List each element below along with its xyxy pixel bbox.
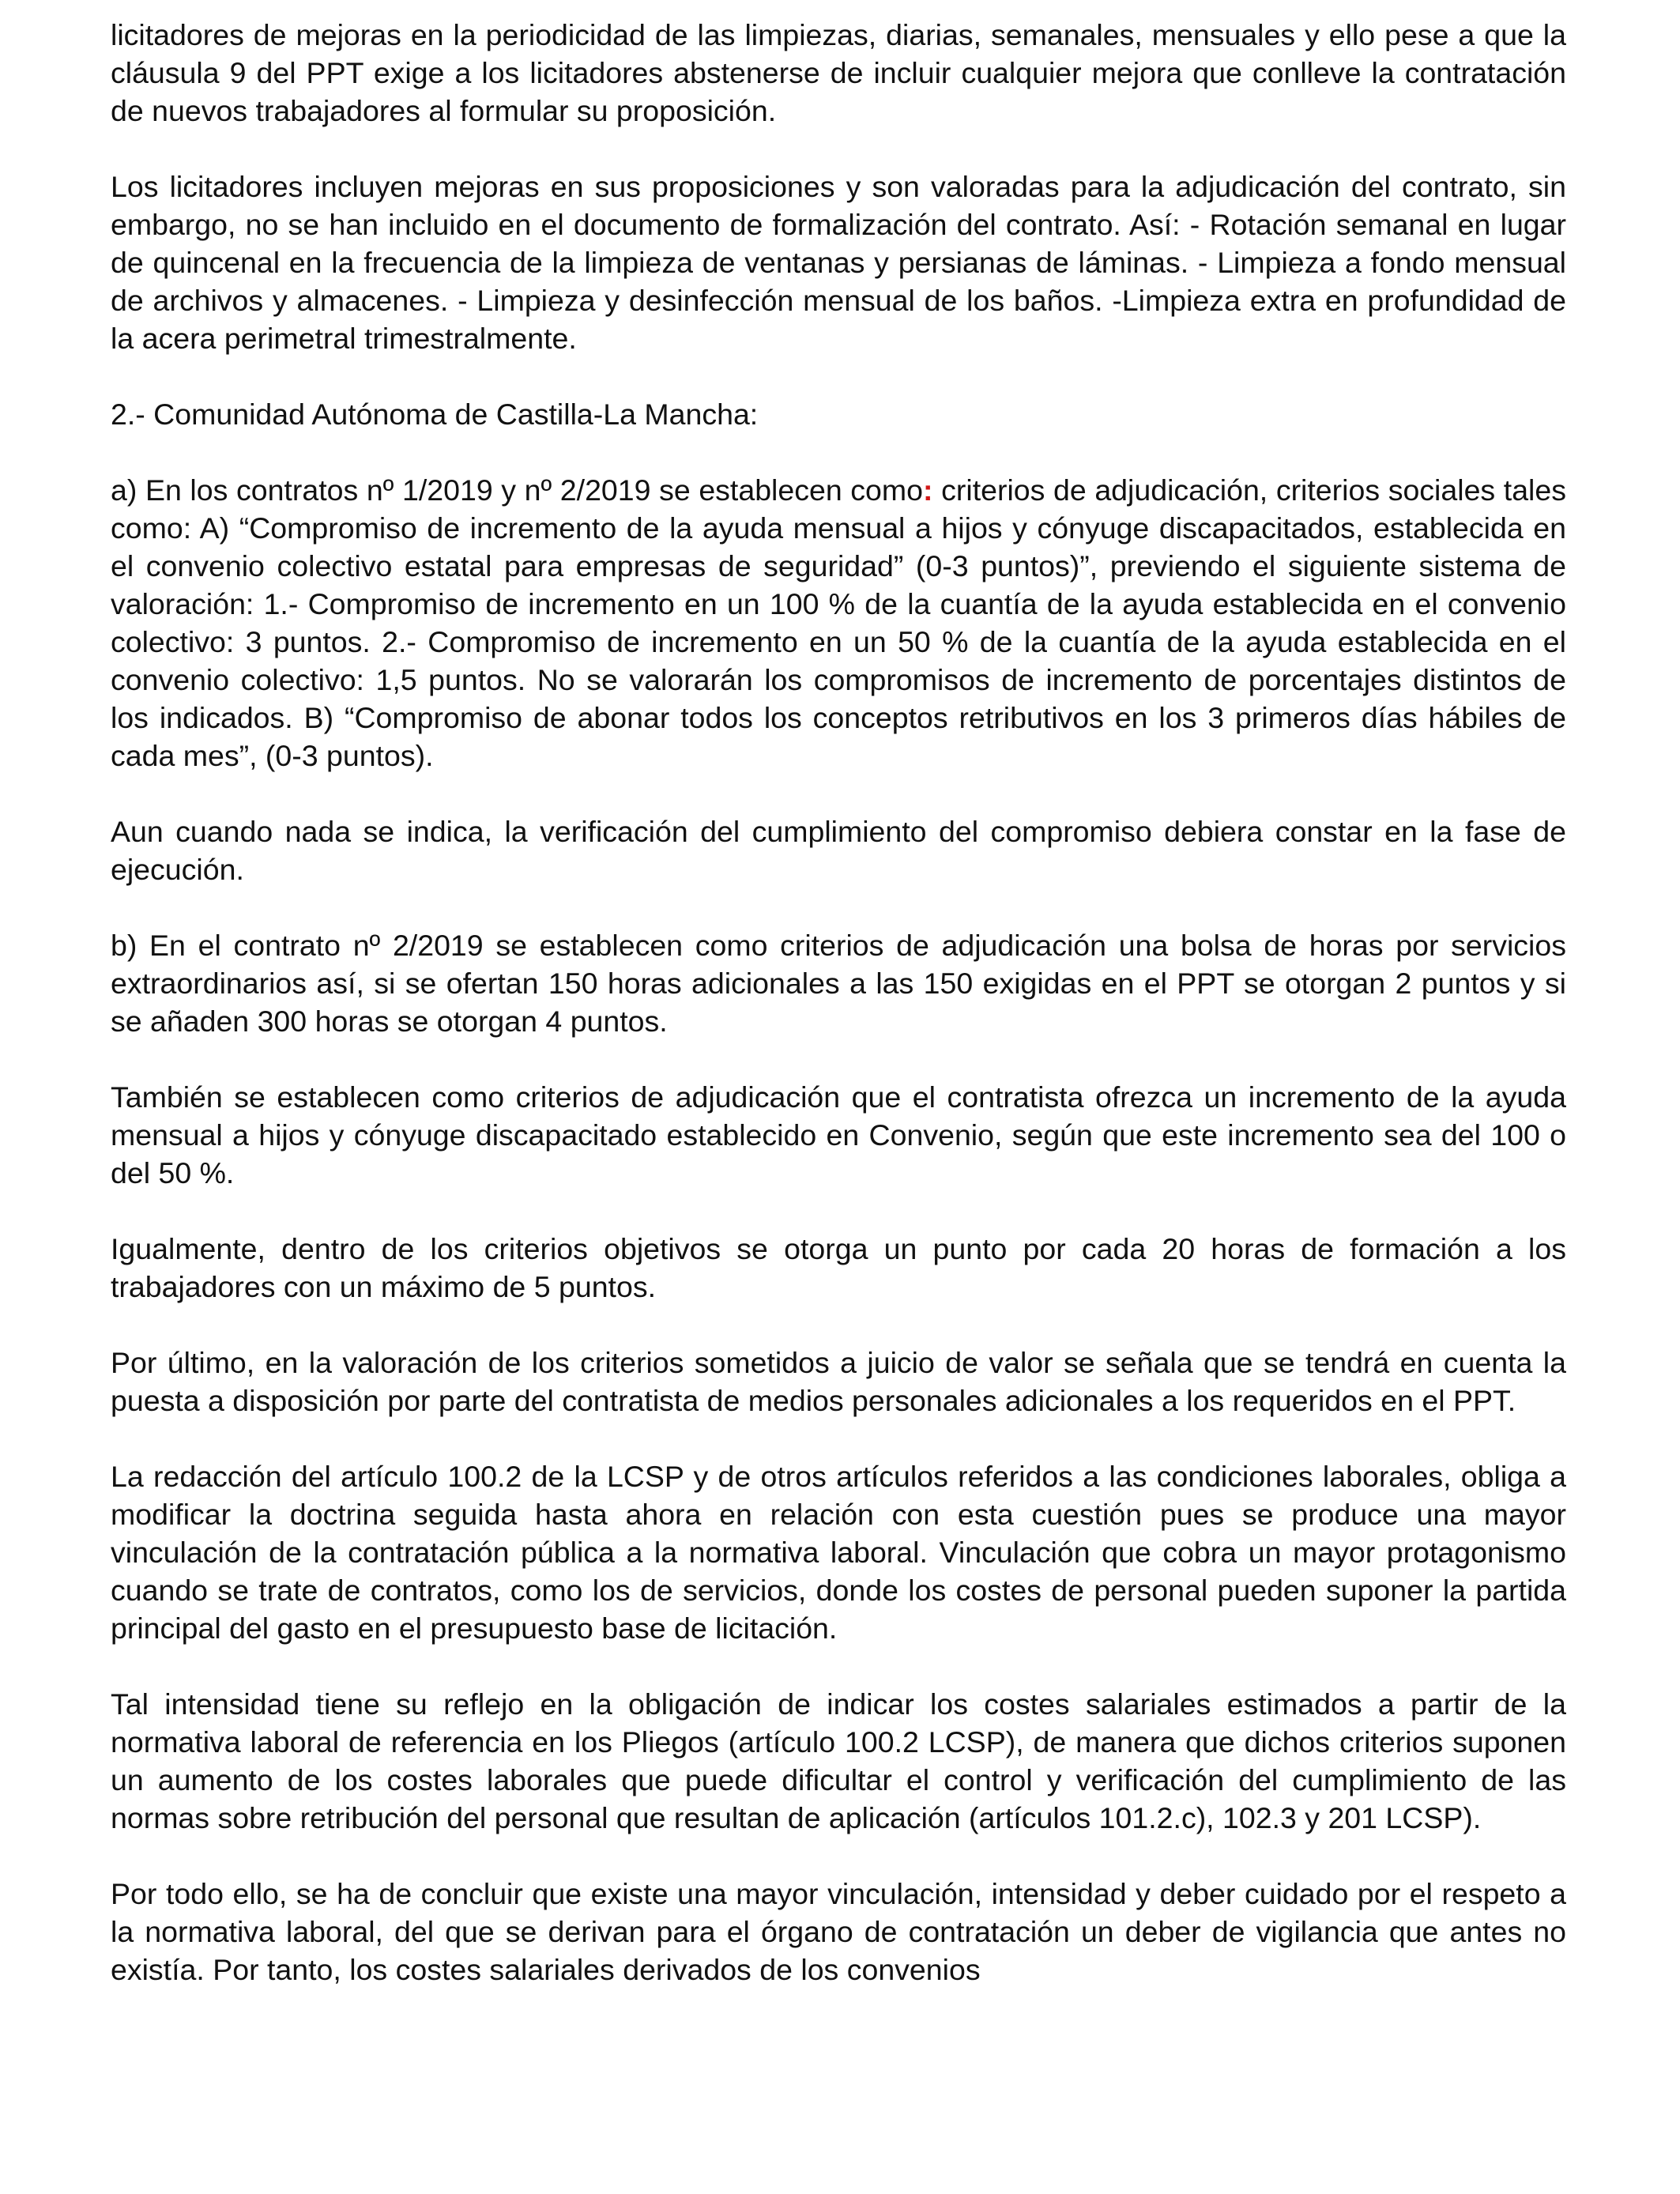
- criterios-sociales-intro: a) En los contratos nº 1/2019 y nº 2/2019 se establecen como: [111, 473, 924, 507]
- paragraph-incremento-ayuda: También se establecen como criterios de adjudicación que el contratista ofrezca un incremento de la ayuda mensual a hijos y cónyuge discapacitado establecido en Convenio, según que este incremento sea del 100 o del 50 %.: [111, 1080, 1566, 1189]
- paragraph-verificacion-cumplimiento: Aun cuando nada se indica, la verificación del cumplimiento del compromiso debiera constar en la fase de ejecución.: [111, 815, 1566, 886]
- section-heading-castilla-la-mancha: 2.- Comunidad Autónoma de Castilla-La Mancha:: [111, 398, 759, 431]
- paragraph-articulo-100-2: La redacción del artículo 100.2 de la LCSP y de otros artículos referidos a las condiciones laborales, obliga a modificar la doctrina seguida hasta ahora en relación con esta cuestión pues se produce una mayor vinculación de la contratación pública a la normativa laboral. Vinculación que cobra un mayor protagonismo cuando se trate de contratos, como los de servicios, donde los costes de personal pueden suponer la partida principal del gasto en el presupuesto base de licitación.: [111, 1460, 1566, 1645]
- paragraph-mejoras-no-formalizadas: Los licitadores incluyen mejoras en sus proposiciones y son valoradas para la adjudicación del contrato, sin embargo, no se han incluido en el documento de formalización del contrato. Así: - Rotación semanal en lugar de quincenal en la frecuencia de la limpieza de ventanas y persianas de láminas. - Limpieza a fondo mensual de archivos y almacenes. - Limpieza y desinfección mensual de los baños. -Limpieza extra en profundidad de la acera perimetral trimestralmente.: [111, 170, 1566, 355]
- paragraph-conclusion: Por todo ello, se ha de concluir que existe una mayor vinculación, intensidad y deber cuidado por el respeto a la normativa laboral, del que se derivan para el órgano de contratación un deber de vigilancia que antes no existía. Por tanto, los costes salariales derivados de los convenios: [111, 1877, 1566, 1986]
- paragraph-juicio-valor: Por último, en la valoración de los criterios sometidos a juicio de valor se señala que se tendrá en cuenta la puesta a disposición por parte del contratista de medios personales adicionales a los requeridos en el PPT.: [111, 1346, 1566, 1417]
- paragraph-bolsa-horas: b) En el contrato nº 2/2019 se establecen como criterios de adjudicación una bolsa de horas por servicios extraordinarios así, si se ofertan 150 horas adicionales a las 150 exigidas en el PPT se otorgan 2 puntos y si se añaden 300 horas se otorgan 4 puntos.: [111, 929, 1566, 1038]
- criterios-sociales-body: criterios de adjudicación, criterios sociales tales como: A) “Compromiso de incremento de la ayuda mensual a hijos y cónyuge discapacitados, establecida en el convenio colectivo estatal para empresas de seguridad” (0-3 puntos)”, previendo el siguiente sistema de valoración: 1.- Compromiso de incremento en un 100 % de la cuantía de la ayuda establecida en el convenio colectivo: 3 puntos. 2.- Compromiso de incremento en un 50 % de la cuantía de la ayuda establecida en el convenio colectivo: 1,5 puntos. No se valorarán los compromisos de incremento de porcentajes distintos de los indicados. B) “Compromiso de abonar todos los conceptos retributivos en los 3 primeros días hábiles de cada mes”, (0-3 puntos).: [111, 473, 1566, 772]
- paragraph-mejoras-periodicidad: licitadores de mejoras en la periodicidad de las limpiezas, diarias, semanales, mensuales y ello pese a que la cláusula 9 del PPT exige a los licitadores abstenerse de incluir cualquier mejora que conlleve la contratación de nuevos trabajadores al formular su proposición.: [111, 18, 1566, 127]
- paragraph-costes-salariales: Tal intensidad tiene su reflejo en la obligación de indicar los costes salariales estimados a partir de la normativa laboral de referencia en los Pliegos (artículo 100.2 LCSP), de manera que dichos criterios suponen un aumento de los costes laborales que puede dificultar el control y verificación del cumplimiento de las normas sobre retribución del personal que resultan de aplicación (artículos 101.2.c), 102.3 y 201 LCSP).: [111, 1687, 1566, 1834]
- paragraph-horas-formacion: Igualmente, dentro de los criterios objetivos se otorga un punto por cada 20 horas de formación a los trabajadores con un máximo de 5 puntos.: [111, 1232, 1566, 1303]
- highlighted-colon: :: [923, 473, 933, 507]
- paragraph-criterios-sociales: [111, 471, 1566, 775]
- document-page: [111, 16, 1566, 2026]
